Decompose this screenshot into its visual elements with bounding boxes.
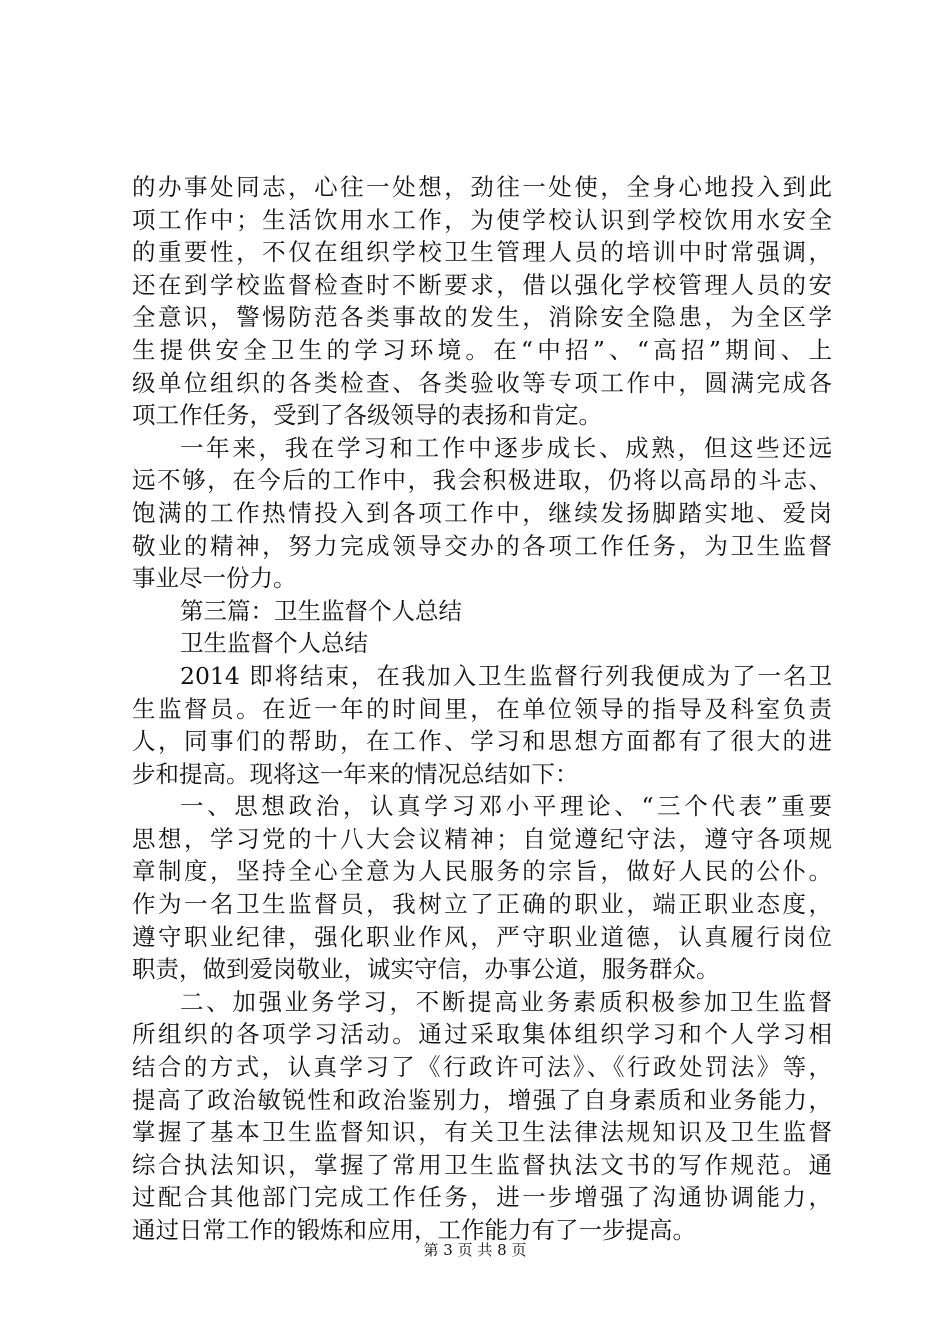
text-line: 掌握了基本卫生监督知识，有关卫生法律法规知识及卫生监督 [132,1118,832,1147]
text-line: 过配合其他部门完成工作任务，进一步增强了沟通协调能力， [132,1183,832,1212]
text-line: 遵守职业纪律，强化职业作风，严守职业道德，认真履行岗位 [132,922,832,951]
text-line: 所组织的各项学习活动。通过采取集体组织学习和个人学习相 [132,1020,832,1049]
text-line: 的重要性，不仅在组织学校卫生管理人员的培训中时常强调， [132,238,832,267]
section-heading: 第三篇：卫生监督个人总结 [180,596,462,625]
text-line: 远不够，在今后的工作中，我会积极进取，仍将以高昂的斗志、 [132,466,832,495]
text-line: 职责，做到爱岗敬业，诚实守信，办事公道，服务群众。 [132,955,720,984]
paragraph-start-line: 二、加强业务学习，不断提高业务素质积极参加卫生监督 [180,987,832,1016]
text-line: 作为一名卫生监督员，我树立了正确的职业，端正职业态度， [132,890,832,919]
text-line: 级单位组织的各类检查、各类验收等专项工作中，圆满完成各 [132,368,832,397]
text-line: 饱满的工作热情投入到各项工作中，继续发扬脚踏实地、爱岗 [132,498,832,527]
paragraph-start-line: 一、思想政治，认真学习邓小平理论、“三个代表”重要 [180,792,832,821]
section-title: 卫生监督个人总结 [180,629,368,658]
text-line: 步和提高。现将这一年来的情况总结如下： [132,759,579,788]
text-line: 章制度，坚持全心全意为人民服务的宗旨，做好人民的公仆。 [132,857,832,886]
text-line: 项工作任务，受到了各级领导的表扬和肯定。 [132,401,602,430]
text-line: 思想，学习党的十八大会议精神；自觉遵纪守法，遵守各项规 [132,824,832,853]
text-line: 事业尽一份力。 [132,564,297,593]
page-number-footer: 第 3 页 共 8 页 [423,1241,527,1259]
paragraph-start-line: 2014 即将结束，在我加入卫生监督行列我便成为了一名卫 [180,661,832,690]
text-line: 生监督员。在近一年的时间里，在单位领导的指导及科室负责 [132,694,832,723]
document-body [132,171,832,1247]
text-line: 项工作中；生活饮用水工作，为使学校认识到学校饮用水安全 [132,205,832,234]
text-line: 的办事处同志，心往一处想，劲往一处使，全身心地投入到此 [132,173,832,201]
text-line: 敬业的精神，努力完成领导交办的各项工作任务，为卫生监督 [132,531,832,560]
text-line: 综合执法知识，掌握了常用卫生监督执法文书的写作规范。通 [132,1150,832,1179]
text-line: 结合的方式，认真学习了《行政许可法》、《行政处罚法》等， [132,1053,832,1082]
text-line: 全意识，警惕防范各类事故的发生，消除安全隐患，为全区学 [132,303,832,332]
paragraph-start-line: 一年来，我在学习和工作中逐步成长、成熟，但这些还远 [180,433,832,462]
text-line: 通过日常工作的锻炼和应用，工作能力有了一步提高。 [132,1216,696,1244]
text-line: 人，同事们的帮助，在工作、学习和思想方面都有了很大的进 [132,727,832,756]
text-line: 生提供安全卫生的学习环境。在“中招”、“高招”期间、上 [132,335,832,364]
text-line: 提高了政治敏锐性和政治鉴别力，增强了自身素质和业务能力， [132,1085,832,1114]
text-line: 还在到学校监督检查时不断要求，借以强化学校管理人员的安 [132,270,832,299]
